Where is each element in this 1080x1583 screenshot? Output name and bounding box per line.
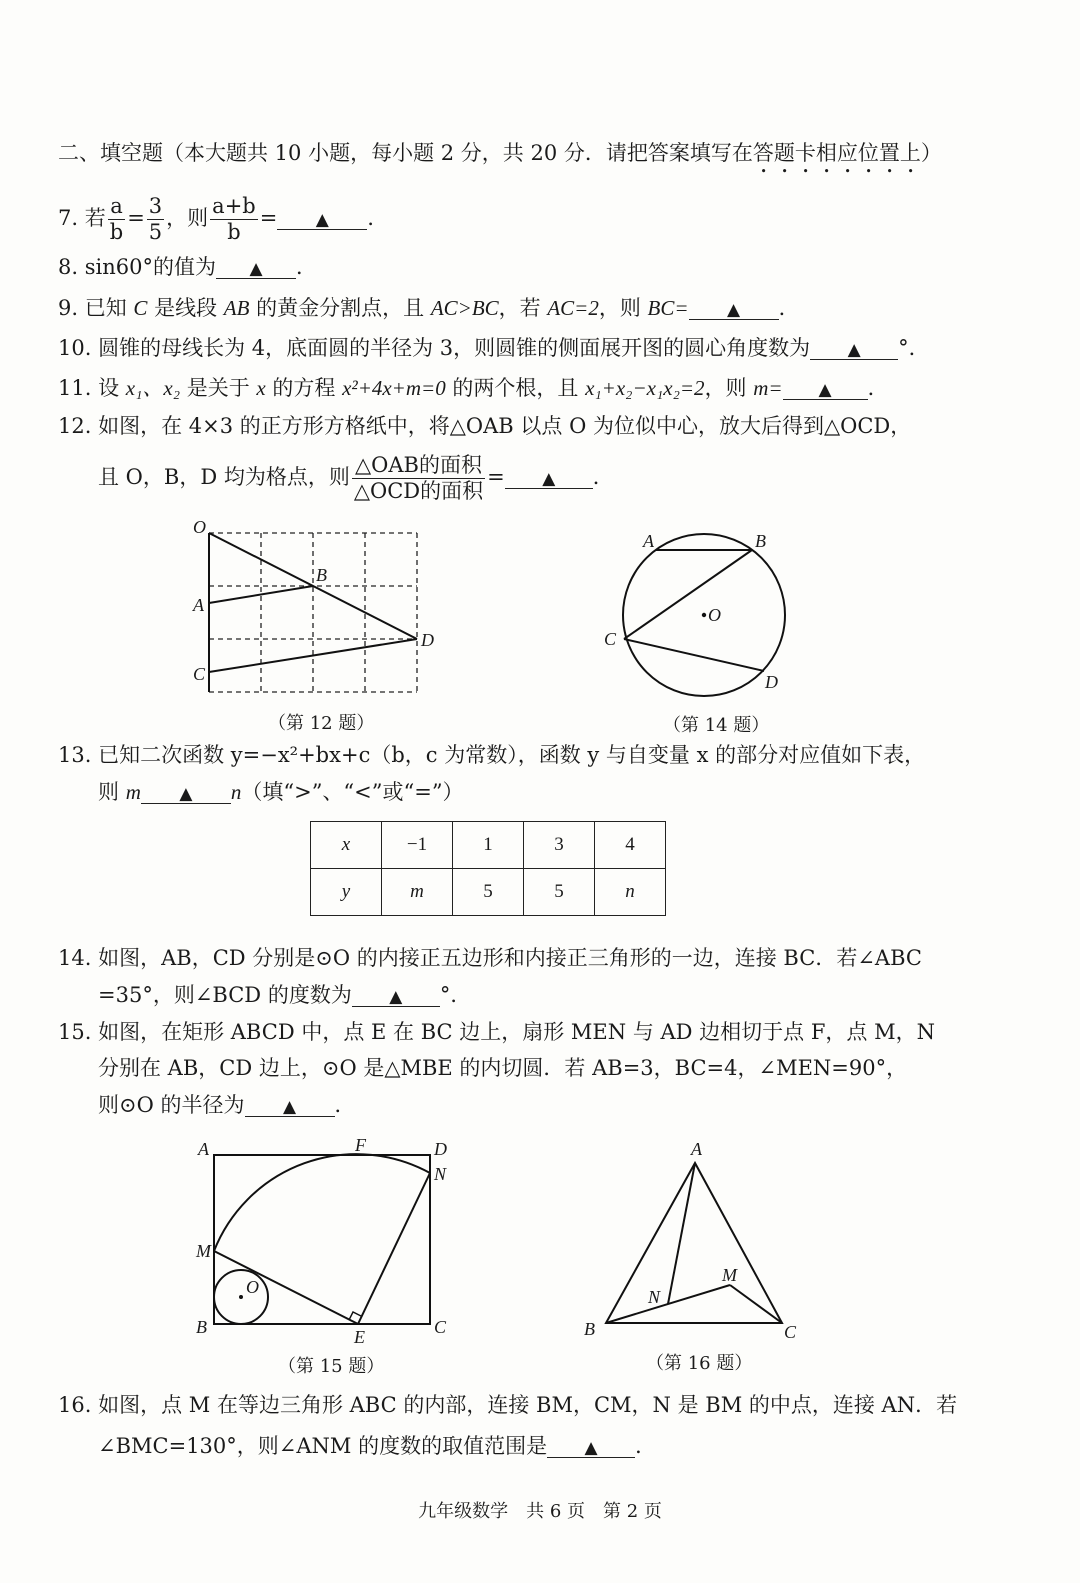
segment-ME (214, 1251, 358, 1324)
answer-triangle-icon: ▲ (315, 210, 329, 230)
question-8: 8. sin60°的值为 ▲ ． (58, 255, 317, 279)
answer-triangle-icon: ▲ (389, 987, 403, 1007)
table-cell: m (382, 869, 453, 916)
label-M: M (196, 1241, 211, 1261)
label-A: A (643, 531, 654, 551)
figure-15 (190, 1135, 460, 1350)
section-title: 二、填空题（本大题共 10 小题，每小题 2 分，共 20 分．请把答案填写在答题卡相应位置上） (58, 141, 942, 165)
label-B: B (755, 531, 766, 551)
answer-triangle-icon: ▲ (584, 1438, 598, 1458)
question-14-line2: =35°，则∠BCD 的度数为 ▲ °． (98, 983, 472, 1007)
answer-triangle-icon: ▲ (542, 469, 556, 489)
area-ratio-fraction: $\frac{\text{△OAB的面积}}{\text{△OCD的面积}}$ (353, 453, 484, 503)
table-cell: 4 (595, 822, 666, 869)
chord-CD (624, 639, 764, 671)
figure-12 (185, 515, 445, 705)
table-cell: 3 (524, 822, 595, 869)
answer-blank-9[interactable] (689, 298, 779, 320)
page-footer: 九年级数学 共 6 页 第 2 页 (418, 1501, 662, 1522)
label-C: C (193, 664, 206, 684)
label-O: O (708, 605, 721, 625)
question-12-line1: 12. 如图，在 4×3 的正方形方格纸中，将△OAB 以点 O 为位似中心，放大后得到△OCD， (58, 414, 912, 438)
table-cell: −1 (382, 822, 453, 869)
chord-BC (624, 550, 752, 639)
label-F: F (355, 1135, 366, 1155)
fraction-a-plus-b-over-b: $\frac{a+b}{b}$ (212, 194, 256, 244)
table-cell: n (595, 869, 666, 916)
answer-blank-10[interactable] (810, 338, 898, 360)
value-table (310, 821, 666, 916)
fraction-a-over-b: $\frac{a}{b}$ (109, 194, 124, 244)
label-D: D (421, 630, 434, 650)
question-15-line3: 则⊙O 的半径为 ▲ ． (98, 1093, 356, 1117)
table-cell: 1 (453, 822, 524, 869)
answer-triangle-icon: ▲ (179, 784, 193, 804)
answer-triangle-icon: ▲ (847, 340, 861, 360)
question-9: 9. 已知 C 是线段 AB 的黄金分割点，且 AC>BC，若 AC=2，则 BC= ▲ ． (58, 296, 800, 320)
table-cell: 5 (524, 869, 595, 916)
table-cell: y (311, 869, 382, 916)
label-C: C (784, 1322, 797, 1342)
table-row (311, 822, 666, 869)
question-16-line2: ∠BMC=130°，则∠ANM 的度数的取值范围是 ▲ ． (98, 1434, 657, 1458)
table-row (311, 869, 666, 916)
question-13-line1: 13. 已知二次函数 y=−x²+bx+c（b，c 为常数），函数 y 与自变量 x 的部分对应值如下表， (58, 743, 926, 767)
figure-14 (598, 523, 808, 703)
answer-triangle-icon: ▲ (727, 300, 741, 320)
label-C: C (604, 629, 617, 649)
label-O: O (246, 1277, 259, 1297)
fraction-3-over-5: $\frac{3}{5}$ (148, 194, 163, 244)
label-B: B (584, 1319, 595, 1339)
question-15-line2: 分别在 AB，CD 边上，⊙O 是△MBE 的内切圆．若 AB=3，BC=4，∠MEN=90°， (98, 1056, 908, 1080)
segment-CM (730, 1285, 782, 1323)
incircle-center-dot (239, 1295, 243, 1299)
answer-blank-7[interactable] (277, 208, 367, 230)
label-B: B (196, 1317, 207, 1337)
caption-fig16: （第 16 题） (646, 1353, 753, 1374)
label-N: N (648, 1287, 661, 1307)
answer-blank-12[interactable] (505, 467, 593, 489)
right-angle-mark (349, 1312, 361, 1320)
table-cell: 5 (453, 869, 524, 916)
answer-triangle-icon: ▲ (249, 259, 263, 279)
question-12-line2: 且 O，B，D 均为格点，则 $\frac{\text{△OAB的面积}}{\text{△OCD的面积}}$ = ▲ ． (98, 453, 614, 503)
question-15-line1: 15. 如图，在矩形 ABCD 中，点 E 在 BC 边上，扇形 MEN 与 AD 边相切于点 F，点 M，N (58, 1020, 935, 1044)
answer-blank-14[interactable] (352, 985, 440, 1007)
question-10: 10. 圆锥的母线长为 4，底面圆的半径为 3，则圆锥的侧面展开图的圆心角度数为 ▲ °． (58, 336, 930, 360)
caption-fig15: （第 15 题） (278, 1356, 385, 1377)
center-dot (702, 613, 706, 617)
label-D: D (434, 1139, 447, 1159)
table-cell: x (311, 822, 382, 869)
question-7: 7. 若 $\frac{a}{b}$ = $\frac{3}{5}$ ，则 $\frac{a+b}{b}$ = ▲ ． (58, 194, 389, 244)
label-D: D (765, 672, 778, 692)
answer-triangle-icon: ▲ (282, 1097, 297, 1117)
answer-blank-13[interactable] (141, 782, 231, 804)
caption-fig14: （第 14 题） (663, 715, 770, 736)
answer-blank-11[interactable] (783, 378, 868, 400)
answer-blank-16[interactable] (547, 1436, 635, 1458)
label-A: A (198, 1139, 209, 1159)
answer-triangle-icon: ▲ (818, 380, 832, 400)
label-B: B (316, 565, 327, 585)
arc-MN (214, 1154, 430, 1251)
segment-AN (668, 1163, 695, 1304)
question-13-line2: 则 m ▲ n（填“>”、“<”或“=”） (98, 780, 464, 804)
triangle-ABC (606, 1163, 782, 1323)
question-14-line1: 14. 如图，AB，CD 分别是⊙O 的内接正五边形和内接正三角形的一边，连接 BC．若∠ABC (58, 946, 922, 970)
question-11: 11. 设 x₁、x₂ 是关于 x 的方程 x²+4x+m=0 的两个根，且 x₁+x₂−x₁x₂=2，则 m= ▲ ． (58, 376, 889, 400)
label-C: C (434, 1317, 447, 1337)
label-O: O (193, 517, 206, 537)
label-M: M (722, 1265, 737, 1285)
label-A: A (193, 595, 204, 615)
answer-blank-15[interactable] (245, 1095, 335, 1117)
answer-blank-8[interactable] (216, 257, 296, 279)
figure-16 (578, 1135, 808, 1345)
label-A: A (691, 1139, 702, 1159)
segment-EN (358, 1173, 430, 1324)
caption-fig12: （第 12 题） (268, 713, 375, 734)
label-E: E (354, 1327, 365, 1347)
section-title-emphasis: 答题卡相应位置上 (752, 141, 921, 165)
label-N: N (434, 1164, 447, 1184)
question-16-line1: 16. 如图，点 M 在等边三角形 ABC 的内部，连接 BM，CM，N 是 BM 的中点，连接 AN．若 (58, 1393, 958, 1417)
